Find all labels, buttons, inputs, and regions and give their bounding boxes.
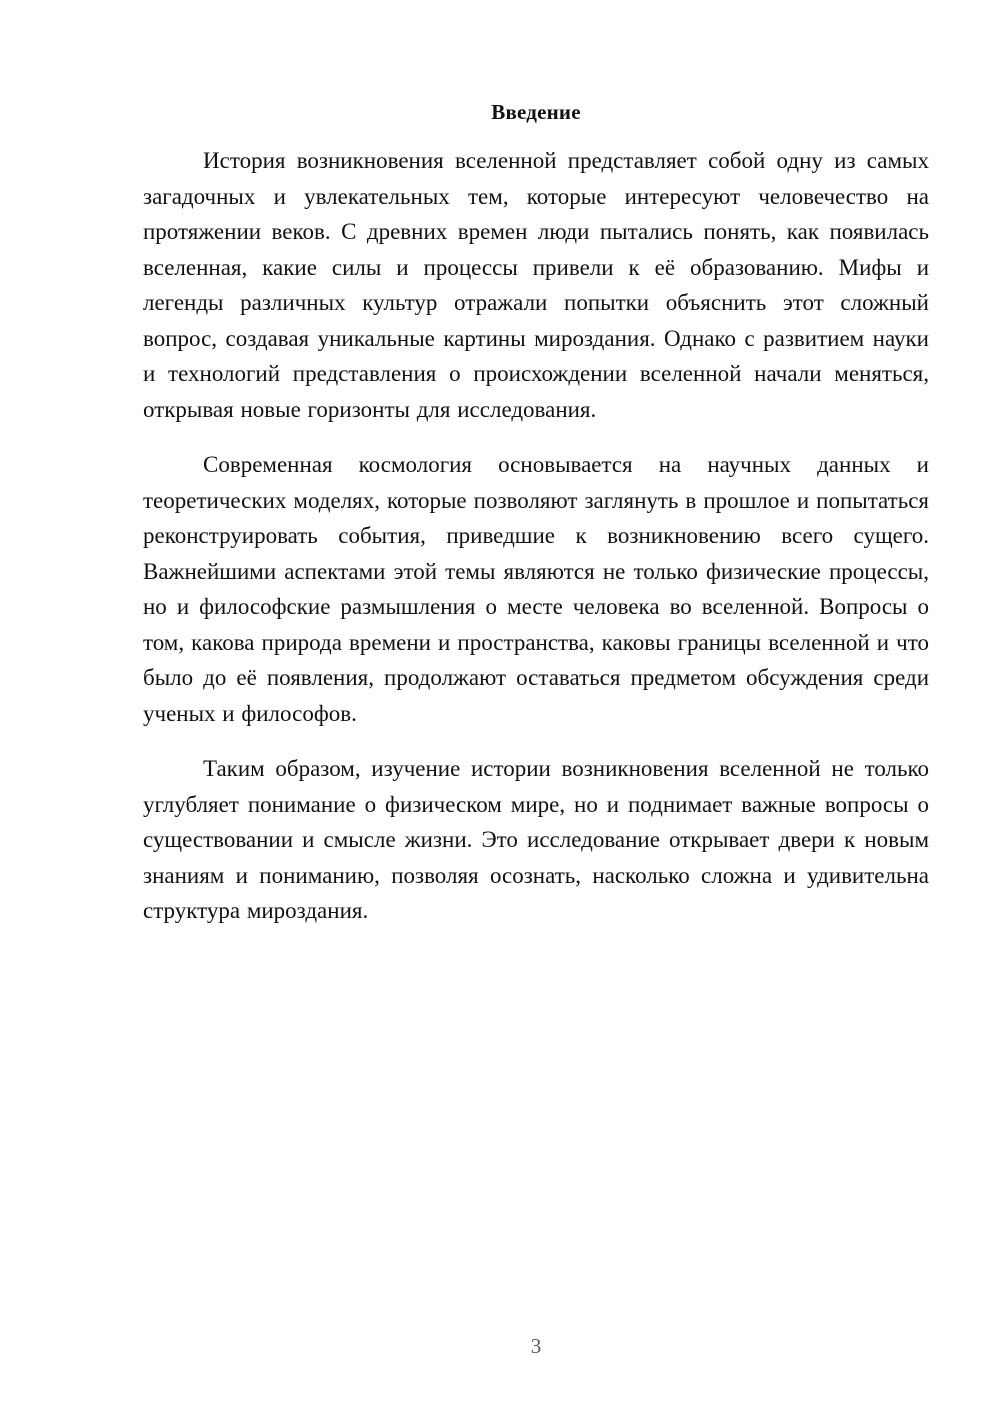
- page-number: 3: [530, 1334, 542, 1358]
- section-heading: Введение: [491, 100, 581, 124]
- paragraph-2: Современная космология основывается на научных данных и теоретических моделях, которые позволяют заглянуть в прошлое и попытаться реконструировать события, приведшие к возникновению всего сущего. Важнейшими аспектами этой темы являются не только физические процессы, но и философские размышления о месте человека во вселенной. Вопросы о том, какова природа времени и пространства, каковы границы вселенной и что было до её появления, продолжают оставаться предметом обсуждения среди ученых и философов.: [143, 452, 929, 726]
- paragraph-3: Таким образом, изучение истории возникновения вселенной не только углубляет понимание о физическом мире, но и поднимает важные вопросы о существовании и смысле жизни. Это исследование открывает двери к новым знаниям и пониманию, позволяя осознать, насколько сложна и удивительна структура мироздания.: [143, 756, 929, 923]
- body-text: [143, 143, 929, 949]
- paragraph-1: История возникновения вселенной представляет собой одну из самых загадочных и увлекательных тем, которые интересуют человечество на протяжении веков. С древних времен люди пытались понять, как появилась вселенная, какие силы и процессы привели к её образованию. Мифы и легенды различных культур отражали попытки объяснить этот сложный вопрос, создавая уникальные картины мироздания. Однако с развитием науки и технологий представления о происхождении вселенной начали меняться, открывая новые горизонты для исследования.: [143, 148, 929, 422]
